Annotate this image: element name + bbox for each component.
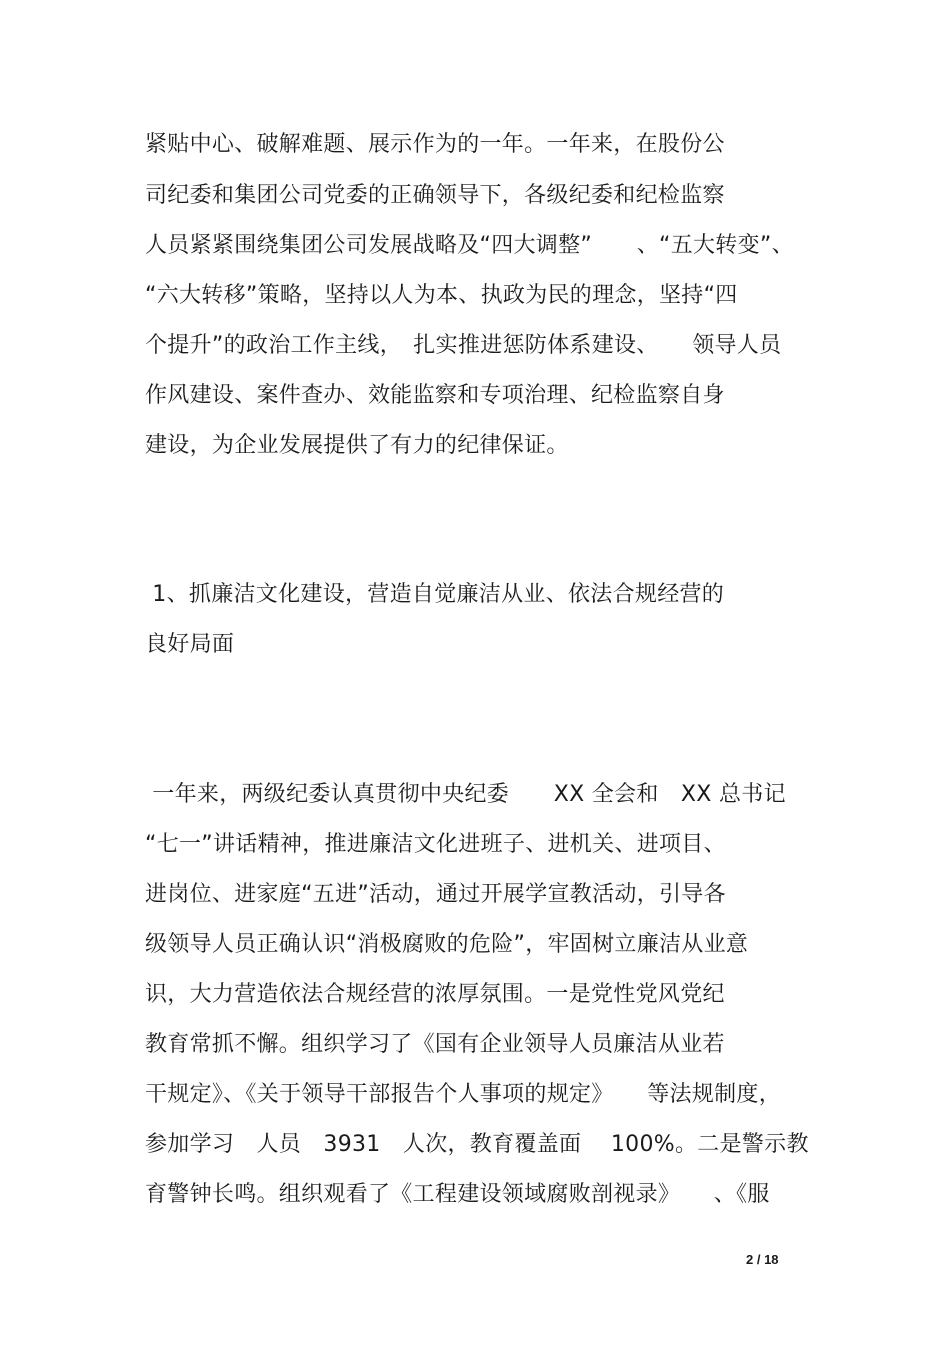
paragraph-2-line-1: 一年来，两级纪委认真贯彻中央纪委 XX 全会和 XX 总书记 [145, 782, 786, 807]
paragraph-2-line-9: 育警钟长鸣。组织观看了《工程建设领域腐败剖视录》 、《服 [145, 1182, 770, 1207]
paragraph-1-line-5: 个提升”的政治工作主线， 扎实推进惩防体系建设、 领导人员 [145, 333, 782, 358]
paragraph-2-line-5: 识，大力营造依法合规经营的浓厚氛围。一是党性党风党纪 [145, 982, 725, 1007]
paragraph-2-line-8: 参加学习 人员 3931 人次，教育覆盖面 100%。二是警示教 [145, 1132, 809, 1157]
paragraph-2-line-2: “七一”讲话精神，推进廉洁文化进班子、进机关、进项目、 [145, 832, 726, 857]
section-heading-line-2: 良好局面 [145, 632, 235, 657]
page-number: 2 / 18 [746, 1252, 779, 1267]
paragraph-1-line-4: “六大转移”策略，坚持以人为本、执政为民的理念，坚持“四 [145, 283, 738, 308]
paragraph-2-line-3: 进岗位、进家庭“五进”活动，通过开展学宣教活动，引导各 [145, 882, 726, 907]
paragraph-1-line-3: 人员紧紧围绕集团公司发展战略及“四大调整” 、“五大转变”、 [145, 233, 794, 258]
section-heading-line-1: 1、抓廉洁文化建设，营造自觉廉洁从业、依法合规经营的 [145, 582, 725, 607]
paragraph-1-line-1: 紧贴中心、破解难题、展示作为的一年。一年来，在股份公 [145, 132, 725, 157]
paragraph-2-line-7: 干规定》、《关于领导干部报告个人事项的规定》 等法规制度， [145, 1082, 782, 1107]
paragraph-1-line-7: 建设，为企业发展提供了有力的纪律保证。 [145, 433, 569, 458]
paragraph-1-line-2: 司纪委和集团公司党委的正确领导下，各级纪委和纪检监察 [145, 183, 725, 208]
paragraph-2-line-6: 教育常抓不懈。组织学习了《国有企业领导人员廉洁从业若 [145, 1032, 725, 1057]
paragraph-1-line-6: 作风建设、案件查办、效能监察和专项治理、纪检监察自身 [145, 383, 725, 408]
paragraph-2-line-4: 级领导人员正确认识“消极腐败的危险”，牢固树立廉洁从业意 [145, 932, 749, 957]
